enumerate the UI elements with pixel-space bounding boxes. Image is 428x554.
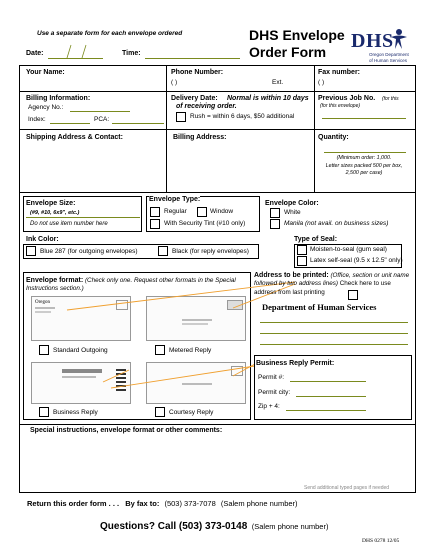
- fax-number-label: Fax number:: [318, 69, 361, 76]
- form-number: DHS 0278 12/05: [362, 538, 400, 544]
- questions-note: (Salem phone number): [251, 522, 329, 531]
- col-divider: [314, 65, 315, 91]
- blue-ink-label: Blue 287 (for outgoing envelopes): [40, 248, 138, 255]
- previous-job-field[interactable]: [322, 118, 406, 119]
- address-printed-label: Address to be printed:: [254, 272, 329, 279]
- logo-lettering: DHS: [351, 30, 394, 52]
- your-name-field[interactable]: [24, 77, 162, 89]
- seal-type-label: Type of Seal:: [294, 236, 338, 243]
- delivery-note-1: Normal is within 10 days: [227, 95, 309, 102]
- envelope-size-note: Do not use item number here: [30, 221, 108, 227]
- latex-seal-checkbox[interactable]: [297, 256, 307, 266]
- blue-ink-checkbox[interactable]: [26, 246, 36, 256]
- envelope-type-label: Envelope Type:: [149, 196, 201, 203]
- security-tint-checkbox[interactable]: [150, 219, 160, 229]
- permit-label: Business Reply Permit:: [256, 360, 335, 367]
- special-instructions-label: Special instructions, envelope format or other comments:: [30, 427, 223, 434]
- shipping-address-field[interactable]: [24, 144, 162, 188]
- previous-job-label: Previous Job No.: [318, 95, 376, 102]
- form-title-line2: Order Form: [249, 44, 327, 60]
- shipping-address-label: Shipping Address & Contact:: [26, 134, 123, 141]
- envelope-size-label: Envelope Size:: [26, 200, 76, 207]
- logo-sub2: of Human Services: [369, 58, 408, 63]
- min-line-1: (Minimum order: 1,000.: [336, 155, 392, 161]
- delivery-date-label: Delivery Date:: [171, 95, 218, 102]
- agency-field[interactable]: [70, 111, 130, 112]
- envelope-size-field[interactable]: [26, 217, 140, 218]
- permit-city-label: Permit city:: [258, 389, 291, 396]
- delivery-note-2: of receiving order.: [176, 103, 237, 110]
- billing-address-field[interactable]: [170, 144, 310, 188]
- form-title: [249, 27, 345, 61]
- security-tint-label: With Security Tint (#10 only): [164, 220, 246, 227]
- address-line-1[interactable]: [260, 322, 408, 323]
- permit-number-field[interactable]: [290, 381, 366, 382]
- moist-seal-checkbox[interactable]: [297, 245, 307, 255]
- row-divider: [19, 91, 416, 92]
- zip-label: Zip + 4:: [258, 403, 280, 410]
- row-divider: [19, 129, 416, 130]
- time-label: Time:: [122, 50, 141, 57]
- regular-label: Regular: [164, 208, 187, 215]
- courtesy-reply-label: Courtesy Reply: [169, 409, 214, 416]
- min-line-3: 2,500 per case): [345, 170, 383, 176]
- col-divider: [166, 91, 167, 129]
- address-line-3[interactable]: [260, 344, 408, 345]
- col-divider: [314, 91, 315, 129]
- index-field[interactable]: [50, 123, 90, 124]
- special-instructions-field[interactable]: [24, 437, 412, 482]
- ext-label: Ext.: [272, 79, 284, 86]
- return-label: Return this order form . . .: [27, 499, 120, 508]
- figure-icon: [387, 28, 409, 50]
- permit-city-field[interactable]: [296, 396, 366, 397]
- separate-form-note: Use a separate form for each envelope ordered: [37, 30, 183, 37]
- pca-field[interactable]: [112, 123, 164, 124]
- fax-number: (503) 373-7078: [164, 499, 216, 508]
- standard-outgoing-label: Standard Outgoing: [53, 347, 108, 354]
- black-ink-checkbox[interactable]: [158, 246, 168, 256]
- reuse-address-checkbox[interactable]: [348, 290, 358, 300]
- index-label: Index:: [28, 116, 46, 123]
- black-ink-label: Black (for reply envelopes): [172, 248, 249, 255]
- previous-job-note: (for this envelope): [320, 103, 361, 109]
- address-printed-note: (Office, section or unit name followed by two address lines): [254, 272, 410, 288]
- window-checkbox[interactable]: [197, 207, 207, 217]
- metered-reply-label: Metered Reply: [169, 347, 212, 354]
- regular-checkbox[interactable]: [150, 207, 160, 217]
- logo-sub1: Oregon Department: [369, 52, 409, 57]
- fax-field[interactable]: [345, 77, 411, 89]
- col-divider: [166, 129, 167, 192]
- return-line: [27, 499, 298, 508]
- rush-label: Rush = within 6 days, $50 additional: [190, 113, 295, 120]
- questions-line: [100, 516, 328, 534]
- phone-number-label: Phone Number:: [171, 69, 224, 76]
- date-field[interactable]: [48, 44, 103, 60]
- pca-label: PCA:: [94, 116, 110, 123]
- phone-area-paren: ( ): [171, 79, 178, 86]
- billing-info-label: Billing Information:: [26, 95, 91, 102]
- row-divider: [19, 424, 416, 425]
- dhs-logo: [351, 28, 413, 66]
- address-printed-heading: [254, 272, 412, 297]
- envelope-color-label: Envelope Color:: [265, 200, 319, 207]
- quantity-label: Quantity:: [318, 134, 349, 141]
- your-name-label: Your Name:: [26, 69, 65, 76]
- agency-label: Agency No.:: [28, 104, 64, 111]
- quantity-minimum-note: [318, 155, 410, 178]
- business-reply-label: Business Reply: [53, 409, 98, 416]
- moist-seal-label: Moisten-to-seal (gum seal): [310, 246, 387, 253]
- department-name: Department of Human Services: [262, 302, 377, 312]
- previous-job-note-1: (for this: [382, 96, 399, 102]
- date-label: Date:: [26, 50, 44, 57]
- row-divider: [19, 192, 416, 193]
- fax-area-paren: ( ): [318, 79, 325, 86]
- fax-salem-note: (Salem phone number): [220, 499, 298, 508]
- envelope-size-example: (#9, #10, 6x9", etc.): [30, 210, 80, 216]
- time-field[interactable]: [145, 58, 240, 59]
- form-title-line1: DHS Envelope: [249, 27, 345, 43]
- ink-color-label: Ink Color:: [26, 236, 59, 243]
- white-label: White: [284, 209, 301, 216]
- permit-number-label: Permit #:: [258, 374, 285, 381]
- thumb-oregon: Oregon: [35, 300, 50, 305]
- questions-label: Questions? Call (503) 373-0148: [100, 521, 248, 532]
- fax-label: By fax to:: [125, 499, 160, 508]
- latex-seal-label: Latex self-seal (9.5 x 12.5" only): [310, 257, 403, 264]
- address-reuse-label: Check here to use address from last printing: [254, 280, 391, 296]
- address-line-2[interactable]: [260, 333, 408, 334]
- quantity-field[interactable]: [324, 152, 406, 153]
- envelope-format-instruction: (Check only one. Request other formats in the Special Instructions section.): [26, 277, 236, 292]
- white-checkbox[interactable]: [270, 208, 280, 218]
- date-slashes: [61, 44, 91, 59]
- manila-label: Manila (not avail. on business sizes): [284, 220, 389, 227]
- min-line-2: Letter sizes packed 500 per box,: [325, 162, 403, 169]
- phone-field[interactable]: [200, 77, 310, 89]
- zip-field[interactable]: [286, 410, 366, 411]
- manila-checkbox[interactable]: [270, 219, 280, 229]
- attach-note: Send additional typed pages if needed: [304, 485, 390, 491]
- rush-checkbox[interactable]: [176, 112, 186, 122]
- window-label: Window: [210, 208, 234, 215]
- envelope-format-label: Envelope format:: [26, 277, 84, 284]
- billing-address-label: Billing Address:: [173, 134, 227, 141]
- col-divider: [166, 65, 167, 91]
- col-divider: [314, 129, 315, 192]
